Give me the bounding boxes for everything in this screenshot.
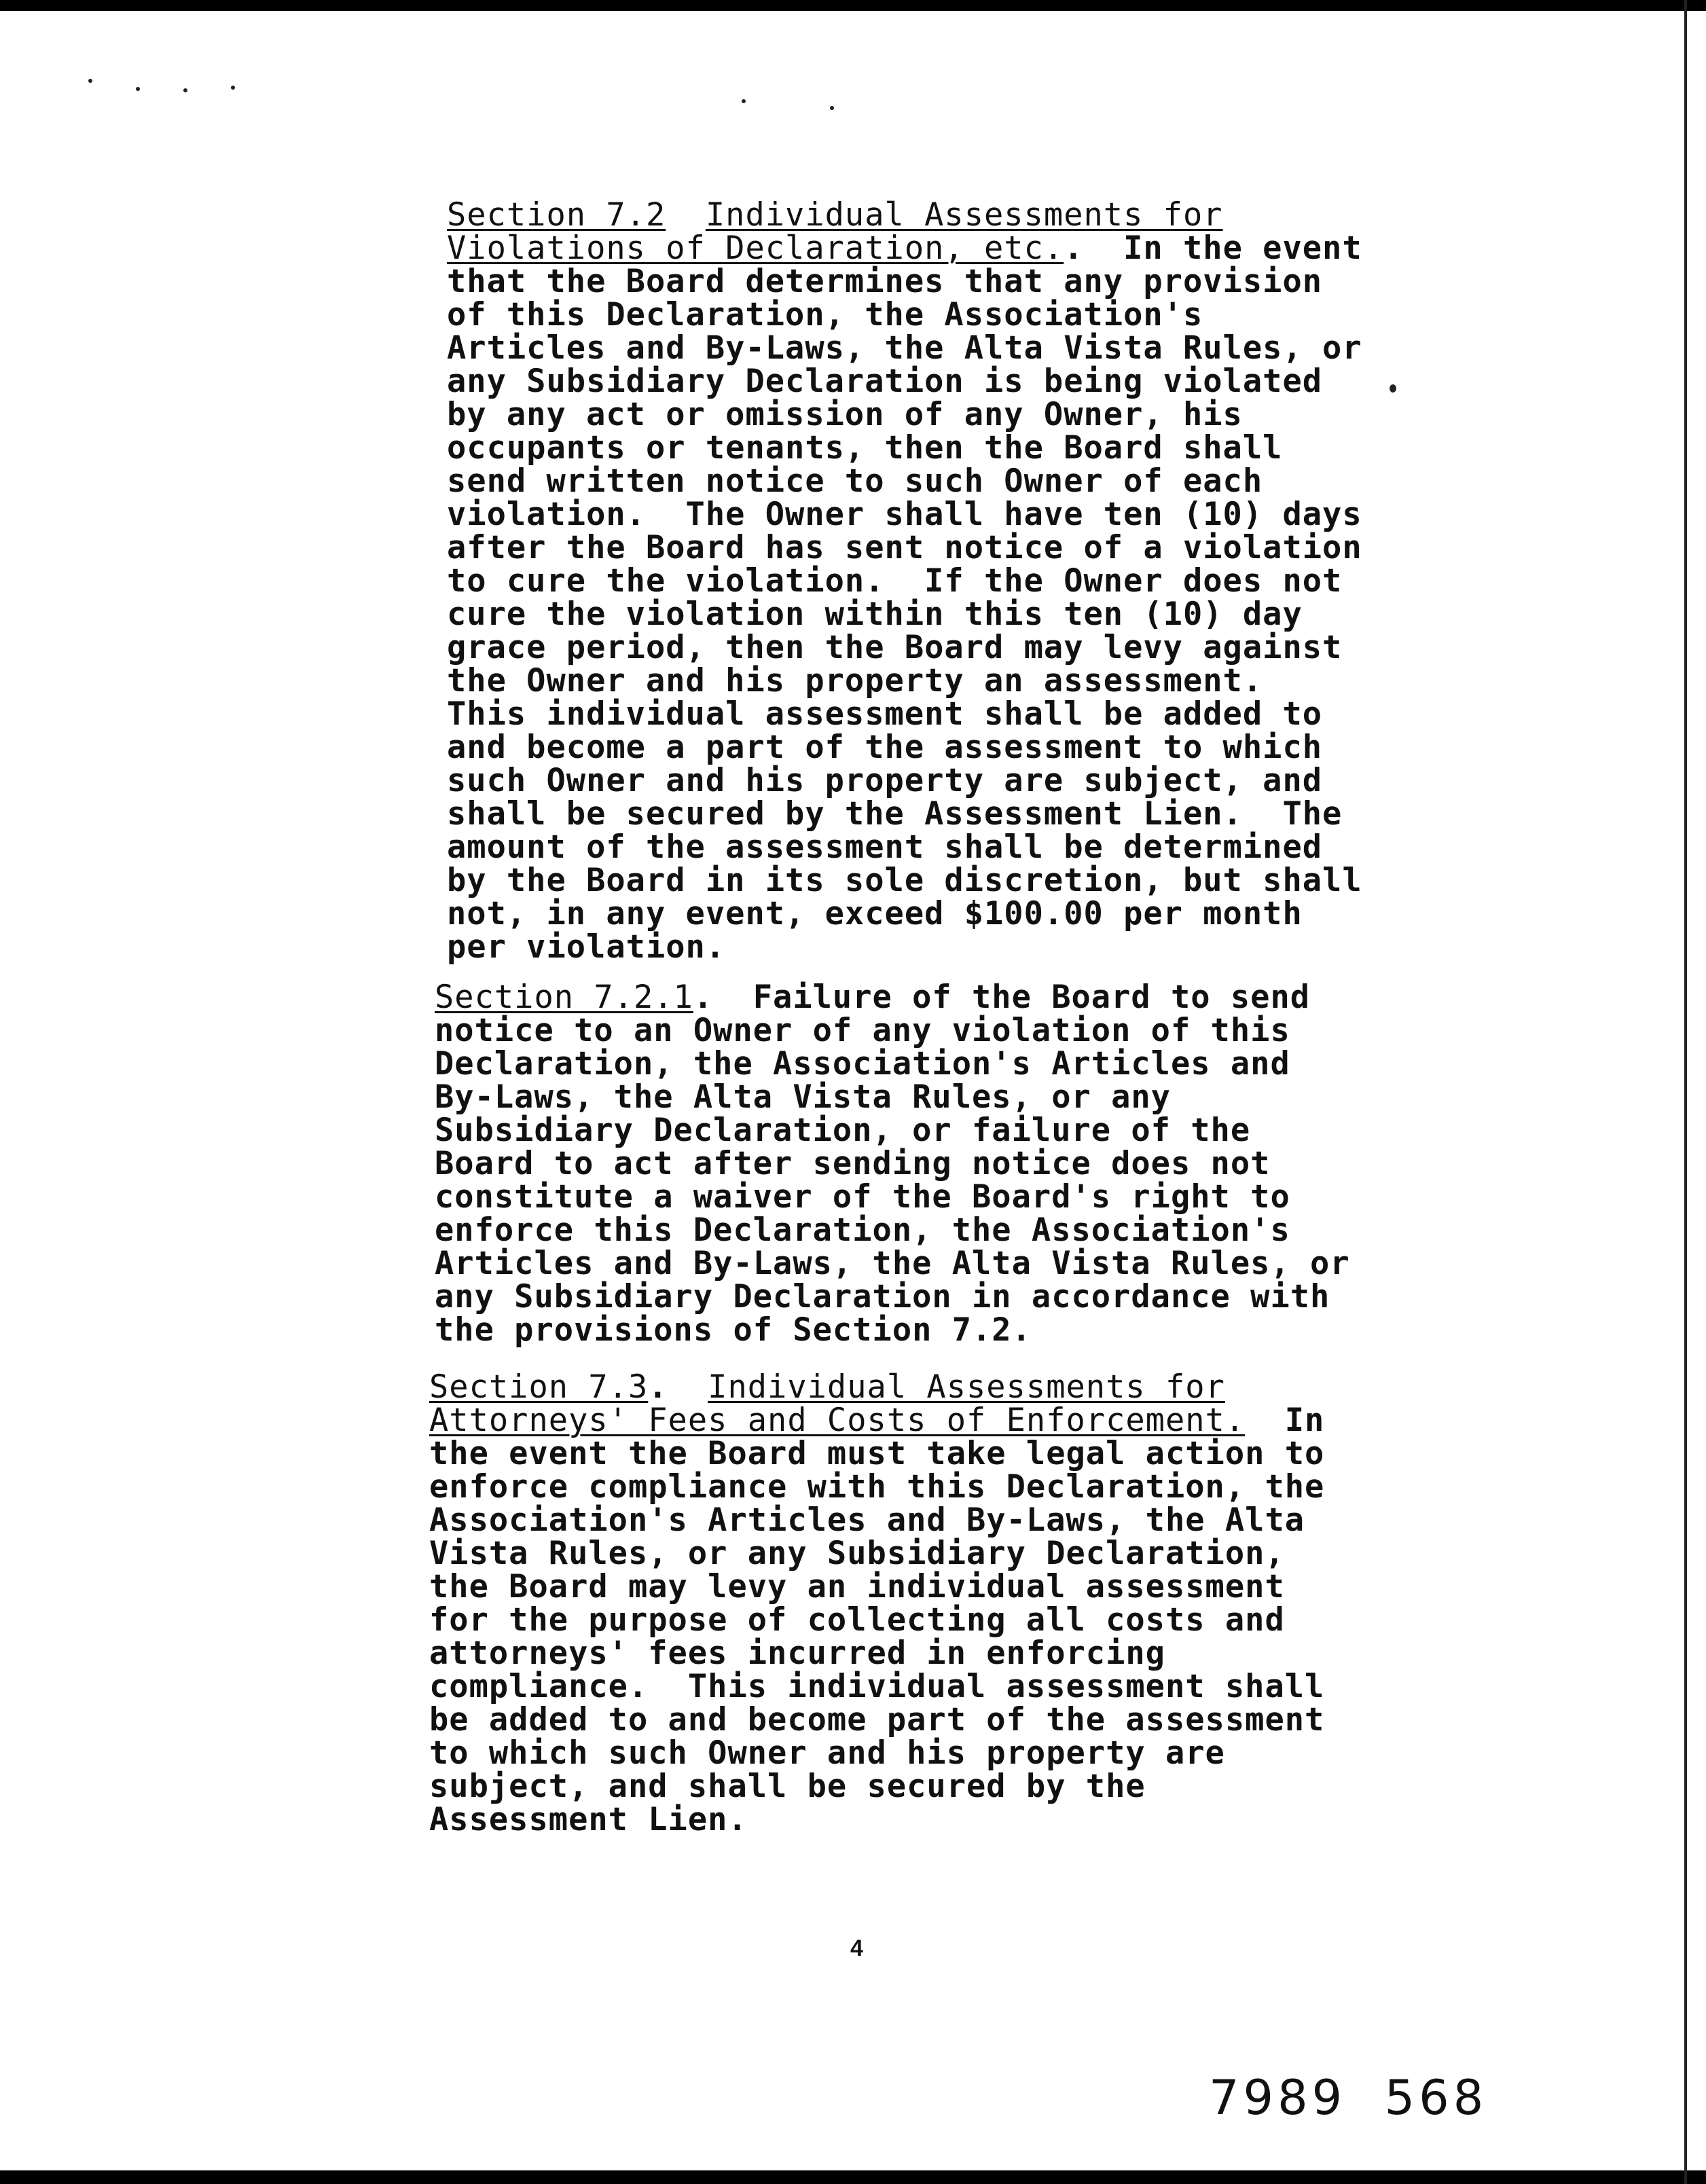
paragraph-line: by any act or omission of any Owner, his bbox=[447, 396, 1243, 433]
paragraph-line: In bbox=[1284, 1402, 1325, 1439]
paragraph-line: of this Declaration, the Association's bbox=[447, 296, 1203, 333]
paragraph-line: Board to act after sending notice does not bbox=[435, 1145, 1271, 1182]
paragraph-line: to which such Owner and his property are bbox=[429, 1734, 1225, 1772]
paragraph-line: grace period, then the Board may levy against bbox=[447, 629, 1343, 666]
paragraph-line: the provisions of Section 7.2. bbox=[435, 1311, 1032, 1349]
scan-edge-right bbox=[1684, 0, 1687, 2184]
section-heading-line bbox=[447, 198, 1384, 232]
paragraph-line: subject, and shall be secured by the bbox=[429, 1768, 1146, 1805]
paragraph-line: for the purpose of collecting all costs and bbox=[429, 1601, 1285, 1639]
section-7-3 bbox=[429, 1370, 1366, 1836]
paragraph-line: Association's Articles and By-Laws, the Alta bbox=[429, 1502, 1305, 1539]
scan-speck bbox=[136, 87, 140, 91]
paragraph-line: violation. The Owner shall have ten (10) days bbox=[447, 496, 1362, 533]
section-heading-line: Section 7.2.1. Failure of the Board to send bbox=[435, 979, 1311, 1016]
section-number: Section 7.3 bbox=[429, 1368, 649, 1406]
paragraph-line: By-Laws, the Alta Vista Rules, or any bbox=[435, 1078, 1171, 1116]
paragraph-line: by the Board in its sole discretion, but shall bbox=[447, 862, 1362, 899]
paragraph-line: the Board may levy an individual assessment bbox=[429, 1568, 1285, 1605]
paragraph-line: Vista Rules, or any Subsidiary Declaration, bbox=[429, 1535, 1285, 1572]
scan-edge-top bbox=[0, 0, 1706, 11]
section-7-2-1 bbox=[435, 981, 1372, 1347]
document-number: 7989 568 bbox=[1209, 2070, 1488, 2126]
paragraph-line: enforce this Declaration, the Association's bbox=[435, 1212, 1290, 1249]
section-heading-line bbox=[429, 1404, 1366, 1437]
paragraph-line: and become a part of the assessment to which bbox=[447, 729, 1323, 766]
paragraph-line: occupants or tenants, then the Board shall bbox=[447, 429, 1283, 467]
paragraph-line: notice to an Owner of any violation of this bbox=[435, 1012, 1290, 1049]
scan-speck bbox=[183, 88, 187, 92]
scan-edge-bottom bbox=[0, 2170, 1706, 2184]
paragraph-line: Articles and By-Laws, the Alta Vista Rules, or bbox=[447, 329, 1362, 367]
section-title: Individual Assessments for bbox=[705, 196, 1223, 234]
paragraph-line: Articles and By-Laws, the Alta Vista Rules, or bbox=[435, 1245, 1350, 1282]
paragraph-line: shall be secured by the Assessment Lien. The bbox=[447, 795, 1343, 833]
paragraph-line: any Subsidiary Declaration in accordance with bbox=[435, 1278, 1330, 1315]
paragraph-line: any Subsidiary Declaration is being violated bbox=[447, 363, 1323, 400]
scan-speck bbox=[742, 99, 746, 103]
section-7-2 bbox=[447, 198, 1384, 964]
section-title: Individual Assessments for bbox=[708, 1368, 1225, 1406]
scan-speck bbox=[830, 106, 834, 110]
section-heading-line: Violations of Declaration, etc.. In the event bbox=[447, 230, 1362, 267]
section-number: Section 7.2 bbox=[447, 196, 666, 234]
scan-speck bbox=[1390, 384, 1396, 393]
paragraph-line: after the Board has sent notice of a violation bbox=[447, 529, 1362, 566]
paragraph-line: be added to and become part of the assessment bbox=[429, 1701, 1325, 1739]
paragraph-line: the event the Board must take legal action to bbox=[429, 1435, 1325, 1472]
paragraph-line: amount of the assessment shall be determined bbox=[447, 829, 1323, 866]
paragraph-line: send written notice to such Owner of each bbox=[447, 462, 1263, 500]
paragraph-line: not, in any event, exceed $100.00 per month bbox=[447, 895, 1303, 932]
paragraph-line: enforce compliance with this Declaration, the bbox=[429, 1468, 1325, 1506]
paragraph-line: to cure the violation. If the Owner does not bbox=[447, 562, 1343, 600]
paragraph-line: the Owner and his property an assessment. bbox=[447, 662, 1263, 699]
paragraph-line: that the Board determines that any provision bbox=[447, 263, 1323, 300]
paragraph-line: per violation. bbox=[447, 928, 726, 966]
page-number: 4 bbox=[850, 1935, 863, 1961]
paragraph-line: such Owner and his property are subject, and bbox=[447, 762, 1323, 799]
paragraph-line: constitute a waiver of the Board's right to bbox=[435, 1178, 1290, 1216]
paragraph-line: attorneys' fees incurred in enforcing bbox=[429, 1635, 1165, 1672]
section-number: Section 7.2.1 bbox=[435, 979, 693, 1016]
paragraph-line: compliance. This individual assessment shall bbox=[429, 1668, 1325, 1705]
paragraph-line: Failure of the Board to send bbox=[752, 979, 1311, 1016]
paragraph-line: Declaration, the Association's Articles and bbox=[435, 1045, 1290, 1082]
paragraph-line: This individual assessment shall be added to bbox=[447, 695, 1323, 733]
paragraph-line: Assessment Lien. bbox=[429, 1801, 748, 1838]
scan-speck bbox=[231, 86, 235, 90]
section-title: Violations of Declaration, etc. bbox=[447, 230, 1064, 267]
paragraph-line: In the event bbox=[1123, 230, 1362, 267]
paragraph-line: cure the violation within this ten (10) day bbox=[447, 596, 1303, 633]
section-heading-line: Section 7.3. Individual Assessments for bbox=[429, 1368, 1225, 1406]
paragraph-line: Subsidiary Declaration, or failure of the bbox=[435, 1112, 1251, 1149]
section-title: Attorneys' Fees and Costs of Enforcement. bbox=[429, 1402, 1246, 1439]
scan-speck bbox=[88, 79, 92, 83]
